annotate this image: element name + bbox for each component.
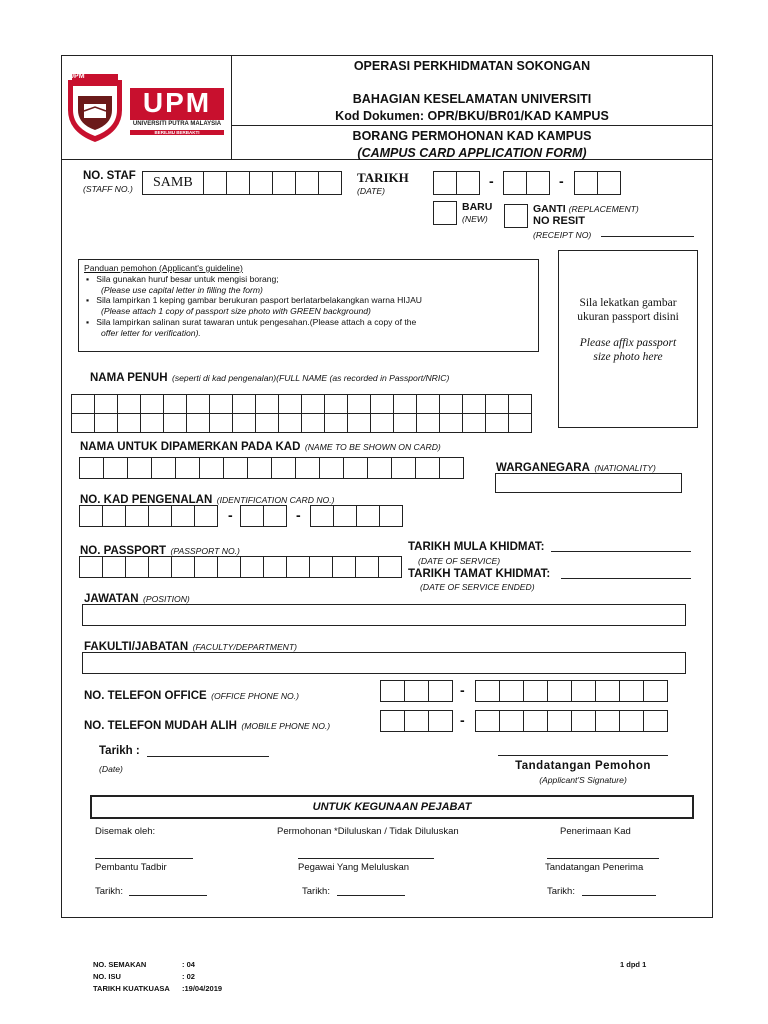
char-cell[interactable] <box>499 680 524 702</box>
position-label: JAWATAN <box>84 593 139 605</box>
char-cell[interactable] <box>571 710 596 732</box>
new-sub: (NEW) <box>462 214 488 224</box>
faculty-sub: (FACULTY/DEPARTMENT) <box>192 642 297 652</box>
char-cell[interactable] <box>125 505 149 527</box>
mobile-phone-sub: (MOBILE PHONE NO.) <box>241 721 331 731</box>
guideline-text: Panduan pemohon (Applicant's guideline) ▪ Sila gunakan huruf besar untuk mengisi borang; (Please use capital letter in filling the form) ▪ Sila lampirkan 1 keping gambar berukuran pasport berlatarbelakangkan warna HIJAU (Please attach 1 copy of passport size photo with GREEN background) ▪ Sila lampirkan salinan surat tawaran untuk pengesahan.(Please attach a copy of the offer letter for verification). <box>84 263 536 339</box>
office-col3-date: Tarikh: <box>547 886 575 897</box>
char-cell[interactable] <box>163 394 187 414</box>
office-col2-date-line[interactable] <box>337 895 405 896</box>
char-cell[interactable] <box>595 710 620 732</box>
char-cell[interactable] <box>255 413 279 433</box>
footer-isu-value: : 02 <box>182 972 195 981</box>
office-col2-head: Permohonan *Diluluskan / Tidak Diluluskan <box>277 826 459 837</box>
office-col1-sig-line[interactable] <box>95 858 193 859</box>
guideline-item-2-en: (Please attach 1 copy of passport size photo with GREEN background) <box>101 306 371 317</box>
char-cell[interactable] <box>523 710 548 732</box>
char-cell[interactable] <box>117 394 141 414</box>
passport-cells[interactable] <box>79 556 402 578</box>
signature-label: Tandatangan Pemohon <box>515 760 651 772</box>
char-cell[interactable] <box>71 413 95 433</box>
cardname-label: NAMA UNTUK DIPAMERKAN PADA KAD <box>80 441 301 453</box>
char-cell[interactable] <box>499 710 524 732</box>
char-cell[interactable] <box>619 710 644 732</box>
mobile-phone-number-cells[interactable] <box>475 710 668 732</box>
date-sub: (DATE) <box>357 186 386 196</box>
sign-date-label: Tarikh : <box>99 745 140 757</box>
cardname-sub: (NAME TO BE SHOWN ON CARD) <box>304 442 441 452</box>
char-cell[interactable] <box>462 394 486 414</box>
replacement-sub: (REPLACEMENT) <box>568 204 639 214</box>
logo-label: UPM <box>69 73 85 80</box>
char-cell[interactable] <box>79 505 103 527</box>
char-cell[interactable] <box>428 710 453 732</box>
char-cell[interactable] <box>380 680 405 702</box>
char-cell[interactable] <box>324 413 348 433</box>
char-cell[interactable] <box>343 457 368 479</box>
char-cell[interactable] <box>619 680 644 702</box>
char-cell[interactable] <box>356 505 380 527</box>
staff-no-cells[interactable] <box>203 171 342 195</box>
char-cell[interactable] <box>319 457 344 479</box>
office-col2-sig-line[interactable] <box>298 858 434 859</box>
char-cell[interactable] <box>163 413 187 433</box>
photo-en-line1: Please affix passport <box>579 337 677 349</box>
fullname-label: NAMA PENUH <box>90 372 168 384</box>
char-cell[interactable] <box>523 680 548 702</box>
office-col3-head: Penerimaan Kad <box>560 826 631 837</box>
char-cell[interactable] <box>247 457 272 479</box>
char-cell[interactable] <box>485 413 509 433</box>
char-cell[interactable] <box>148 556 172 578</box>
office-phone-label: NO. TELEFON OFFICE <box>84 690 207 702</box>
char-cell[interactable] <box>439 413 463 433</box>
char-cell[interactable] <box>347 394 371 414</box>
title-divider <box>231 125 713 126</box>
char-cell[interactable] <box>547 680 572 702</box>
char-cell[interactable] <box>271 457 296 479</box>
footer-semakan-label: NO. SEMAKAN <box>93 960 147 969</box>
office-col3-sig: Tandatangan Penerima <box>545 862 644 873</box>
guideline-item-3: Sila lampirkan salinan surat tawaran untuk pengesahan.(Please attach a copy of the <box>96 316 417 327</box>
service-start-sub: (DATE OF SERVICE) <box>418 556 501 566</box>
char-cell[interactable] <box>393 394 417 414</box>
receipt-sub: (RECEIPT NO) <box>533 230 592 240</box>
char-cell[interactable] <box>301 394 325 414</box>
char-cell[interactable] <box>125 556 149 578</box>
char-cell[interactable] <box>240 505 264 527</box>
char-cell[interactable] <box>508 413 532 433</box>
office-phone-number-cells[interactable] <box>475 680 668 702</box>
char-cell[interactable] <box>286 556 310 578</box>
char-cell[interactable] <box>301 413 325 433</box>
new-label: BARU <box>462 201 493 213</box>
char-cell[interactable] <box>404 680 429 702</box>
char-cell[interactable] <box>232 394 256 414</box>
char-cell[interactable] <box>475 680 500 702</box>
char-cell[interactable] <box>310 505 334 527</box>
char-cell[interactable] <box>263 505 287 527</box>
char-cell[interactable] <box>209 394 233 414</box>
header-line1: OPERASI PERKHIDMATAN SOKONGAN <box>353 59 591 73</box>
service-start-label: TARIKH MULA KHIDMAT: <box>408 541 545 553</box>
guideline-item-1: Sila gunakan huruf besar untuk mengisi borang; <box>96 273 279 284</box>
date-day-cells[interactable] <box>433 171 480 195</box>
char-cell[interactable] <box>194 505 218 527</box>
char-cell[interactable] <box>370 413 394 433</box>
mobile-phone-area-cells[interactable] <box>380 710 453 732</box>
char-cell[interactable] <box>295 457 320 479</box>
char-cell[interactable] <box>186 394 210 414</box>
guideline-item-2: Sila lampirkan 1 keping gambar berukuran pasport berlatarbelakangkan warna HIJAU <box>96 295 423 306</box>
char-cell[interactable] <box>232 413 256 433</box>
guideline-item-3-en: offer letter for verification). <box>101 327 201 338</box>
staff-prefix: SAMB <box>153 175 193 190</box>
char-cell[interactable] <box>255 394 279 414</box>
replacement-checkbox[interactable] <box>504 204 528 228</box>
char-cell[interactable] <box>367 457 392 479</box>
guideline-title: Panduan pemohon (Applicant's guideline) <box>84 263 243 273</box>
char-cell[interactable] <box>416 413 440 433</box>
char-cell[interactable] <box>79 457 104 479</box>
new-checkbox[interactable] <box>433 201 457 225</box>
office-use-title: UNTUK KEGUNAAN PEJABAT <box>312 801 472 813</box>
char-cell[interactable] <box>547 710 572 732</box>
char-cell[interactable] <box>347 413 371 433</box>
nationality-label: WARGANEGARA <box>496 462 590 474</box>
char-cell[interactable] <box>595 680 620 702</box>
char-cell[interactable] <box>428 680 453 702</box>
header-line2: BAHAGIAN KESELAMATAN UNIVERSITI <box>352 92 592 106</box>
service-end-label: TARIKH TAMAT KHIDMAT: <box>408 568 551 580</box>
photo-ms-line2: ukuran passport disini <box>577 311 679 323</box>
office-col3-date-line[interactable] <box>582 895 656 896</box>
char-cell[interactable] <box>94 394 118 414</box>
sign-date-line[interactable] <box>147 756 269 757</box>
receipt-label: NO RESIT <box>533 215 585 227</box>
logo-text: UPM <box>142 87 212 118</box>
photo-en-line2: size photo here <box>593 351 663 363</box>
char-cell[interactable] <box>404 710 429 732</box>
char-cell[interactable] <box>370 394 394 414</box>
service-end-line[interactable] <box>561 578 691 579</box>
char-cell[interactable] <box>485 394 509 414</box>
char-cell[interactable] <box>199 457 224 479</box>
char-cell[interactable] <box>175 457 200 479</box>
char-cell[interactable] <box>102 505 126 527</box>
office-col1-sig: Pembantu Tadbir <box>95 862 167 873</box>
char-cell[interactable] <box>171 556 195 578</box>
office-col3-sig-line[interactable] <box>547 858 659 859</box>
char-cell[interactable] <box>439 457 464 479</box>
footer-page: 1 dpd 1 <box>620 960 647 969</box>
form-title-english: (CAMPUS CARD APPLICATION FORM) <box>357 146 587 160</box>
char-cell[interactable] <box>439 394 463 414</box>
office-col1-date-line[interactable] <box>129 895 207 896</box>
ic-cells-part3[interactable] <box>310 505 403 527</box>
char-cell[interactable] <box>309 556 333 578</box>
fullname-sub1: (seperti di kad pengenalan) <box>171 373 277 383</box>
cardname-cells[interactable] <box>79 457 464 479</box>
ic-label: NO. KAD PENGENALAN <box>80 494 213 506</box>
char-cell[interactable] <box>117 413 141 433</box>
form-title: BORANG PERMOHONAN KAD KAMPUS <box>352 129 592 143</box>
ic-cells-part2[interactable] <box>240 505 287 527</box>
date-label: TARIKH <box>357 170 409 185</box>
char-cell[interactable] <box>462 413 486 433</box>
photo-ms-line1: Sila lekatkan gambar <box>579 297 677 309</box>
char-cell[interactable] <box>475 710 500 732</box>
footer-isu-label: NO. ISU <box>93 972 121 981</box>
char-cell[interactable] <box>223 457 248 479</box>
footer-kuatkuasa-value: :19/04/2019 <box>182 984 223 993</box>
faculty-input[interactable] <box>82 652 686 674</box>
office-phone-area-cells[interactable] <box>380 680 453 702</box>
char-cell[interactable] <box>140 394 164 414</box>
char-cell[interactable] <box>379 505 403 527</box>
sign-date-sub: (Date) <box>99 764 123 774</box>
office-phone-sub: (OFFICE PHONE NO.) <box>211 691 299 701</box>
char-cell[interactable] <box>209 413 233 433</box>
staff-sub: (STAFF NO.) <box>83 184 133 194</box>
char-cell[interactable] <box>416 394 440 414</box>
upm-logo <box>66 74 226 144</box>
char-cell[interactable] <box>391 457 416 479</box>
char-cell[interactable] <box>278 413 302 433</box>
ic-cells-part1[interactable] <box>79 505 218 527</box>
char-cell[interactable] <box>194 556 218 578</box>
char-cell[interactable] <box>171 505 195 527</box>
char-cell[interactable] <box>571 680 596 702</box>
fullname-sub2: (FULL NAME (as recorded in Passport/NRIC) <box>276 373 450 383</box>
char-cell[interactable] <box>79 556 103 578</box>
date-year-cells[interactable] <box>574 171 621 195</box>
nationality-sub: (NATIONALITY) <box>594 463 656 473</box>
char-cell[interactable] <box>140 413 164 433</box>
char-cell[interactable] <box>415 457 440 479</box>
char-cell[interactable] <box>332 556 356 578</box>
char-cell[interactable] <box>240 556 264 578</box>
char-cell[interactable] <box>643 710 668 732</box>
service-end-sub: (DATE OF SERVICE ENDED) <box>420 582 535 592</box>
char-cell[interactable] <box>355 556 379 578</box>
header-line3: Kod Dokumen: OPR/BKU/BR01/KAD KAMPUS <box>335 109 609 123</box>
office-col2-date: Tarikh: <box>302 886 330 897</box>
char-cell[interactable] <box>643 680 668 702</box>
signature-sub: (Applicant'S Signature) <box>539 775 627 785</box>
position-sub: (POSITION) <box>142 594 190 604</box>
guideline-item-1-en: (Please use capital letter in filling the form) <box>101 284 263 295</box>
char-cell[interactable] <box>263 556 287 578</box>
footer-semakan-value: : 04 <box>182 960 195 969</box>
signature-line[interactable] <box>498 755 668 756</box>
replacement-label: GANTI <box>533 203 566 215</box>
char-cell[interactable] <box>217 556 241 578</box>
passport-sub: (PASSPORT NO.) <box>170 546 240 556</box>
mobile-phone-label: NO. TELEFON MUDAH ALIH <box>84 720 237 732</box>
date-month-cells[interactable] <box>503 171 550 195</box>
staff-prefix-box[interactable] <box>142 171 204 195</box>
char-cell[interactable] <box>148 505 172 527</box>
char-cell[interactable] <box>186 413 210 433</box>
passport-label: NO. PASSPORT <box>80 545 167 557</box>
char-cell[interactable] <box>103 457 128 479</box>
char-cell[interactable] <box>71 394 95 414</box>
char-cell[interactable] <box>151 457 176 479</box>
char-cell[interactable] <box>380 710 405 732</box>
staff-label: NO. STAF <box>83 170 136 182</box>
position-input[interactable] <box>82 604 686 626</box>
char-cell[interactable] <box>127 457 152 479</box>
receipt-line[interactable] <box>601 236 694 237</box>
nationality-input[interactable] <box>495 473 682 493</box>
service-start-line[interactable] <box>551 551 691 552</box>
char-cell[interactable] <box>102 556 126 578</box>
logo-university: UNIVERSITI PUTRA MALAYSIA <box>132 121 222 127</box>
logo-motto: BERILMU BERBAKTI <box>154 130 200 135</box>
char-cell[interactable] <box>278 394 302 414</box>
office-col1-head: Disemak oleh: <box>95 826 156 837</box>
footer-kuatkuasa-label: TARIKH KUATKUASA <box>93 984 170 993</box>
office-col2-sig: Pegawai Yang Meluluskan <box>298 862 410 873</box>
char-cell[interactable] <box>324 394 348 414</box>
office-use-box <box>90 795 694 819</box>
fullname-cells-row1[interactable] <box>71 394 532 414</box>
char-cell[interactable] <box>393 413 417 433</box>
faculty-label: FAKULTI/JABATAN <box>84 641 189 653</box>
fullname-cells-row2[interactable] <box>71 413 532 433</box>
char-cell[interactable] <box>508 394 532 414</box>
ic-sub: (IDENTIFICATION CARD NO.) <box>216 495 335 505</box>
char-cell[interactable] <box>94 413 118 433</box>
office-col1-date: Tarikh: <box>95 886 123 897</box>
char-cell[interactable] <box>378 556 402 578</box>
char-cell[interactable] <box>333 505 357 527</box>
